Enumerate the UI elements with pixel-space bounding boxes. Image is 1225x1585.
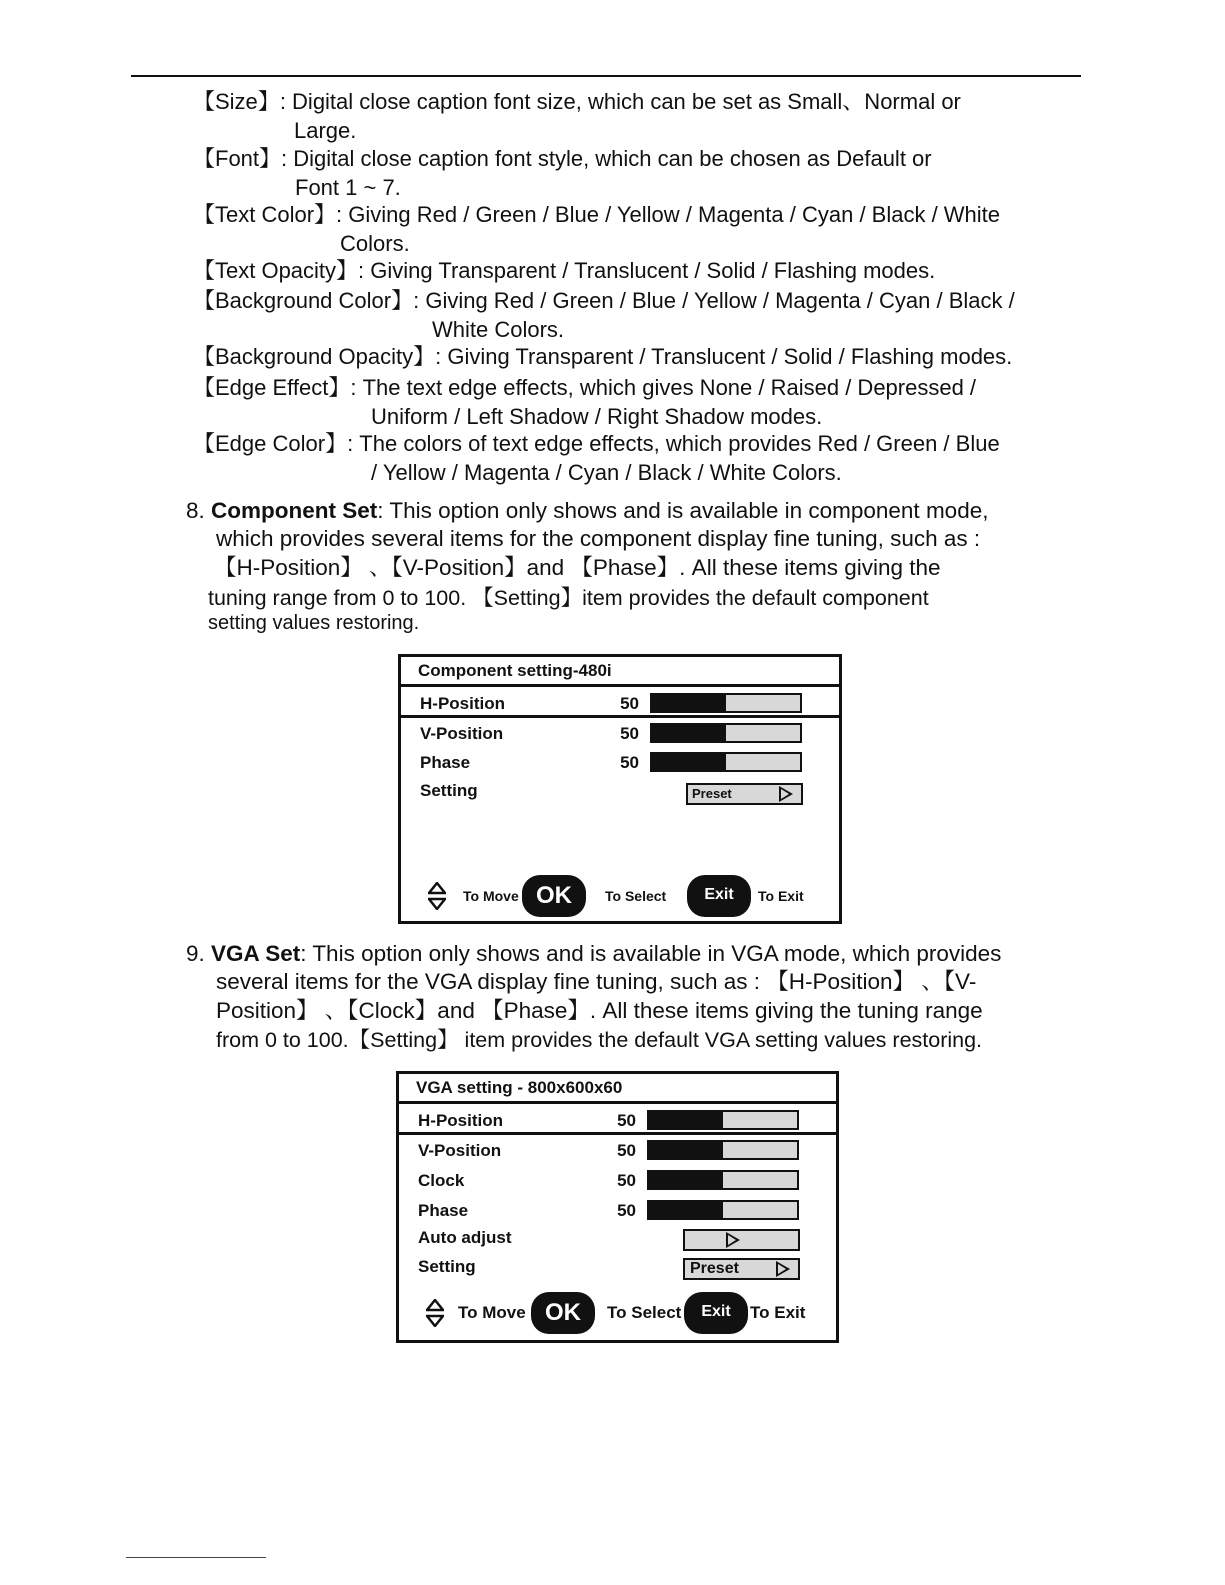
up-down-arrow-icon — [426, 1299, 444, 1327]
option-cont: Large. — [294, 118, 357, 143]
menu-row-h-position[interactable] — [401, 691, 839, 717]
section-number: 8. — [186, 498, 205, 523]
menu-footer — [401, 875, 839, 917]
play-icon — [779, 786, 793, 802]
row-value: 50 — [617, 1111, 636, 1130]
exit-button[interactable]: Exit — [684, 1292, 748, 1334]
level-bar[interactable] — [650, 723, 802, 743]
option-text-color — [193, 202, 1001, 256]
option-background-opacity — [193, 344, 1012, 370]
level-bar[interactable] — [650, 693, 802, 713]
row-value: 50 — [617, 1141, 636, 1160]
option-edge-color — [193, 431, 1000, 485]
row-value: 50 — [617, 1201, 636, 1220]
section-number: 9. — [186, 941, 205, 966]
level-bar[interactable] — [647, 1200, 799, 1220]
component-setting-menu — [398, 654, 842, 924]
option-label: 【Text Color】 — [193, 202, 337, 227]
row-value: 50 — [620, 694, 639, 713]
option-label: 【Text Opacity】 — [193, 258, 359, 283]
section-text: which provides several items for the component display fine tuning, such as : — [216, 526, 981, 551]
row-label: V-Position — [420, 724, 504, 743]
ok-button[interactable]: OK — [522, 875, 586, 917]
option-cont: Uniform / Left Shadow / Right Shadow modes. — [371, 404, 823, 429]
row-label: H-Position — [418, 1111, 503, 1130]
option-desc: : Giving Red / Green / Blue / Yellow / Magenta / Cyan / Black / — [413, 288, 1015, 313]
option-cont: Font 1 ~ 7. — [295, 175, 401, 200]
option-label: 【Background Color】 — [193, 288, 414, 313]
select-hint: To Select — [607, 1303, 682, 1322]
menu-title: VGA setting - 800x600x60 — [399, 1074, 836, 1104]
menu-row-h-position[interactable] — [399, 1108, 836, 1134]
section-title: VGA Set — [211, 941, 301, 966]
section-text: setting values restoring. — [208, 612, 420, 634]
move-hint: To Move — [463, 888, 519, 904]
level-fill — [649, 1202, 723, 1218]
level-bar[interactable] — [647, 1170, 799, 1190]
option-cont: White Colors. — [432, 317, 565, 342]
row-label: Clock — [418, 1171, 465, 1190]
select-hint: To Select — [605, 888, 667, 904]
header-rule — [131, 75, 1081, 77]
vga-setting-menu — [396, 1071, 839, 1343]
preset-label: Preset — [690, 1260, 739, 1277]
level-fill — [652, 725, 726, 741]
auto-adjust-button[interactable] — [683, 1229, 800, 1251]
section-text: tuning range from 0 to 100. 【Setting】item provides the default component — [208, 586, 929, 610]
up-down-arrow-icon — [428, 882, 446, 910]
option-desc: : The colors of text edge effects, which provides Red / Green / Blue — [347, 431, 1000, 456]
level-fill — [652, 754, 726, 770]
option-edge-effect — [193, 375, 977, 429]
exit-hint: To Exit — [750, 1303, 806, 1322]
play-icon — [726, 1232, 740, 1248]
menu-footer — [399, 1292, 836, 1334]
exit-button[interactable]: Exit — [687, 875, 751, 917]
row-label: Auto adjust — [418, 1228, 512, 1247]
option-label: 【Font】 — [193, 146, 282, 171]
row-value: 50 — [620, 753, 639, 772]
preset-label: Preset — [692, 786, 732, 801]
option-desc: : Giving Transparent / Translucent / Solid / Flashing modes. — [435, 344, 1013, 369]
move-hint: To Move — [458, 1303, 526, 1322]
menu-row-v-position[interactable] — [401, 721, 839, 747]
option-desc: : Digital close caption font size, which can be set as Small、Normal or — [279, 89, 961, 114]
row-label: V-Position — [418, 1141, 502, 1160]
exit-hint: To Exit — [758, 888, 804, 904]
menu-row-setting[interactable] — [399, 1254, 836, 1280]
section-title: Component Set — [211, 498, 378, 523]
row-value: 50 — [620, 724, 639, 743]
section-text: from 0 to 100.【Setting】 item provides the default VGA setting values restoring. — [216, 1028, 983, 1052]
section-text: 【H-Position】 、【V-Position】and 【Phase】. All these items giving the — [214, 555, 941, 580]
level-bar[interactable] — [650, 752, 802, 772]
option-label: 【Edge Color】 — [193, 431, 348, 456]
option-desc: : Giving Transparent / Translucent / Solid / Flashing modes. — [358, 258, 936, 283]
option-desc: : Giving Red / Green / Blue / Yellow / Magenta / Cyan / Black / White — [336, 202, 1001, 227]
menu-row-v-position[interactable] — [399, 1138, 836, 1164]
option-cont: Colors. — [340, 231, 410, 256]
option-cont: / Yellow / Magenta / Cyan / Black / White Colors. — [371, 460, 842, 485]
option-text-opacity — [193, 258, 935, 284]
option-size — [193, 89, 961, 143]
section-text: several items for the VGA display fine tuning, such as : 【H-Position】 、【V- — [216, 969, 977, 994]
level-fill — [652, 695, 726, 711]
section-text: : This option only shows and is available in component mode, — [377, 498, 989, 523]
ok-button[interactable]: OK — [531, 1292, 595, 1334]
row-label: Setting — [418, 1257, 476, 1276]
level-fill — [649, 1172, 723, 1188]
menu-title: Component setting-480i — [401, 657, 839, 687]
section-text: : This option only shows and is available in VGA mode, which provides — [300, 941, 1002, 966]
level-bar[interactable] — [647, 1140, 799, 1160]
level-bar[interactable] — [647, 1110, 799, 1130]
menu-row-auto-adjust[interactable] — [399, 1225, 836, 1251]
preset-button[interactable] — [686, 783, 803, 805]
level-fill — [649, 1142, 723, 1158]
section-text: Position】 、【Clock】and 【Phase】. All these items giving the tuning range — [216, 998, 983, 1023]
option-font — [193, 146, 932, 200]
menu-row-setting[interactable] — [401, 778, 839, 804]
footnote-rule — [126, 1557, 266, 1558]
level-fill — [649, 1112, 723, 1128]
row-label: Phase — [420, 753, 471, 772]
row-label: H-Position — [420, 694, 505, 713]
row-value: 50 — [617, 1171, 636, 1190]
option-desc: : The text edge effects, which gives None / Raised / Depressed / — [350, 375, 977, 400]
menu-row-clock[interactable] — [399, 1168, 836, 1194]
menu-row-phase[interactable] — [401, 750, 839, 776]
row-label: Setting — [420, 781, 478, 800]
row-label: Phase — [418, 1201, 469, 1220]
option-label: 【Size】 — [193, 89, 280, 114]
option-desc: : Digital close caption font style, which can be chosen as Default or — [281, 146, 932, 171]
preset-button[interactable] — [683, 1258, 800, 1280]
menu-row-phase[interactable] — [399, 1198, 836, 1224]
option-label: 【Background Opacity】 — [193, 344, 436, 369]
option-label: 【Edge Effect】 — [193, 375, 351, 400]
play-icon — [776, 1261, 790, 1277]
option-background-color — [193, 288, 1015, 342]
